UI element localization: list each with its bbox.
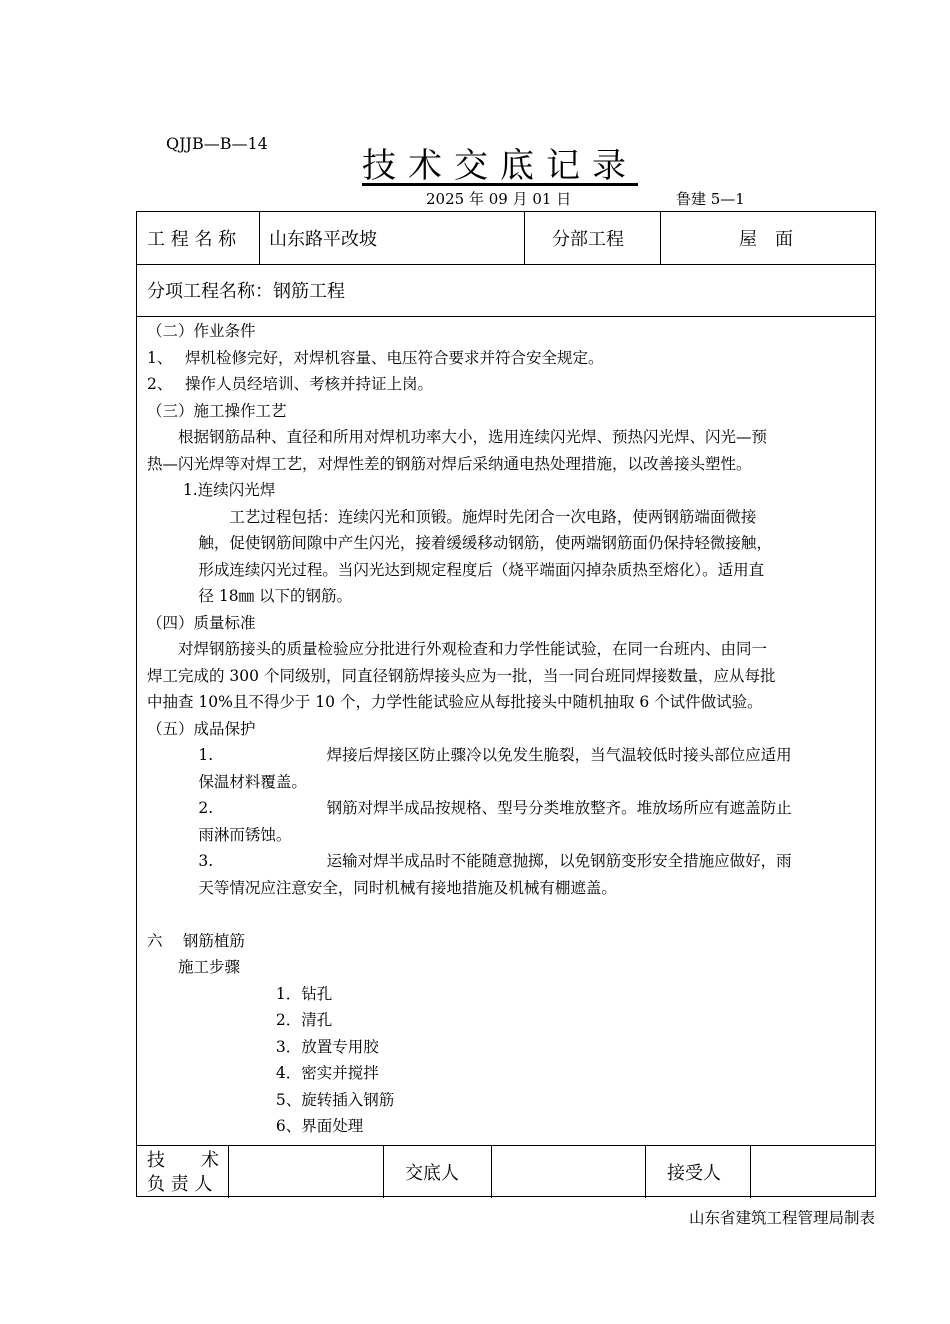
content-line: 径 18㎜ 以下的钢筋。 — [147, 587, 353, 605]
content-line: 2．清孔 — [147, 1011, 333, 1029]
division-value: 屋 面 — [739, 229, 793, 250]
receiver-label: 接受人 — [667, 1162, 721, 1184]
form-number: 鲁建 5—1 — [676, 190, 745, 208]
content-line: 1．钻孔 — [147, 984, 333, 1003]
content-line: 2. 钢筋对焊半成品按规格、型号分类堆放整齐。堆放场所应有遮盖防止 — [147, 799, 792, 817]
divider — [524, 212, 525, 264]
content-line: 热—闪光焊等对焊工艺，对焊性差的钢筋对焊后采纳通电热处理措施，以改善接头塑性。 — [147, 454, 752, 473]
content-line: 保温材料覆盖。 — [147, 772, 307, 791]
divider — [259, 212, 260, 264]
content-line: 5、旋转插入钢筋 — [147, 1090, 395, 1109]
content-line: 工艺过程包括：连续闪光和顶锻。施焊时先闭合一次电路，使两钢筋端面微接 — [147, 507, 757, 526]
divider — [137, 1145, 875, 1146]
content-line: （三）施工操作工艺 — [147, 401, 287, 420]
content-line: 焊工完成的 300 个同级别，同直径钢筋焊接头应为一批，当一同台班同焊接数量，应从每批 — [147, 666, 776, 685]
content-line: （五）成品保护 — [147, 719, 256, 738]
content-line — [147, 901, 871, 928]
divider — [660, 212, 661, 264]
divider — [228, 1145, 229, 1198]
project-name-label: 工 程 名 称 — [147, 229, 237, 250]
content-line: 施工步骤 — [147, 958, 241, 976]
content-body — [147, 318, 871, 1140]
content-line: 雨淋而锈蚀。 — [147, 825, 292, 844]
content-line: 4．密实并搅拌 — [147, 1064, 379, 1082]
content-line: 3．放置专用胶 — [147, 1037, 379, 1056]
divider — [137, 316, 875, 317]
document-date: 2025 年 09 月 01 日 — [426, 190, 572, 208]
content-line: 1.连续闪光焊 — [147, 481, 276, 499]
tech-lead-label — [147, 1149, 219, 1197]
subitem-name: 分项工程名称：钢筋工程 — [147, 281, 345, 302]
divider — [383, 1145, 384, 1198]
content-line: 中抽查 10%且不得少于 10 个，力学性能试验应从每批接头中随机抽取 6 个试件做试验。 — [147, 693, 763, 711]
division-label: 分部工程 — [552, 229, 624, 250]
content-line: 3. 运输对焊半成品时不能随意抛掷，以免钢筋变形安全措施应做好，雨 — [147, 852, 792, 870]
content-line: 触，促使钢筋间隙中产生闪光，接着缓缓移动钢筋，使两端钢筋面仍保持轻微接触， — [147, 534, 772, 552]
content-line: 2、 操作人员经培训、考核并持证上岗。 — [147, 375, 434, 393]
divider — [750, 1145, 751, 1198]
content-line: 1. 焊接后焊接区防止骤冷以免发生脆裂，当气温较低时接头部位应适用 — [147, 746, 792, 764]
presenter-label: 交底人 — [405, 1162, 459, 1184]
content-line: 形成连续闪光过程。当闪光达到规定程度后（烧平端面闪掉杂质热至熔化）。适用直 — [147, 560, 765, 579]
content-line: 6、界面处理 — [147, 1117, 364, 1135]
tech-lead-label-line1: 技 术 — [147, 1150, 219, 1171]
content-line: 天等情况应注意安全，同时机械有接地措施及机械有棚遮盖。 — [147, 878, 617, 897]
content-line: 对焊钢筋接头的质量检验应分批进行外观检查和力学性能试验，在同一台班内、由同一 — [147, 640, 768, 658]
content-line: 六 钢筋植筋 — [147, 931, 245, 950]
document-title: 技术交底记录 — [362, 146, 638, 186]
content-line: （二）作业条件 — [147, 322, 256, 340]
divider — [645, 1145, 646, 1198]
form-code: QJJB—B—14 — [166, 134, 268, 153]
content-line: 根据钢筋品种、直径和所用对焊机功率大小，选用连续闪光焊、预热闪光焊、闪光—预 — [147, 428, 768, 446]
content-line: 1、 焊机检修完好，对焊机容量、电压符合要求并符合安全规定。 — [147, 348, 604, 367]
tech-lead-label-line2: 负 责 人 — [147, 1174, 213, 1195]
issuer-footer: 山东省建筑工程管理局制表 — [688, 1209, 875, 1227]
divider — [491, 1145, 492, 1198]
project-name-value: 山东路平改坡 — [269, 229, 377, 250]
record-table — [136, 211, 876, 1197]
content-line: （四）质量标准 — [147, 613, 256, 632]
